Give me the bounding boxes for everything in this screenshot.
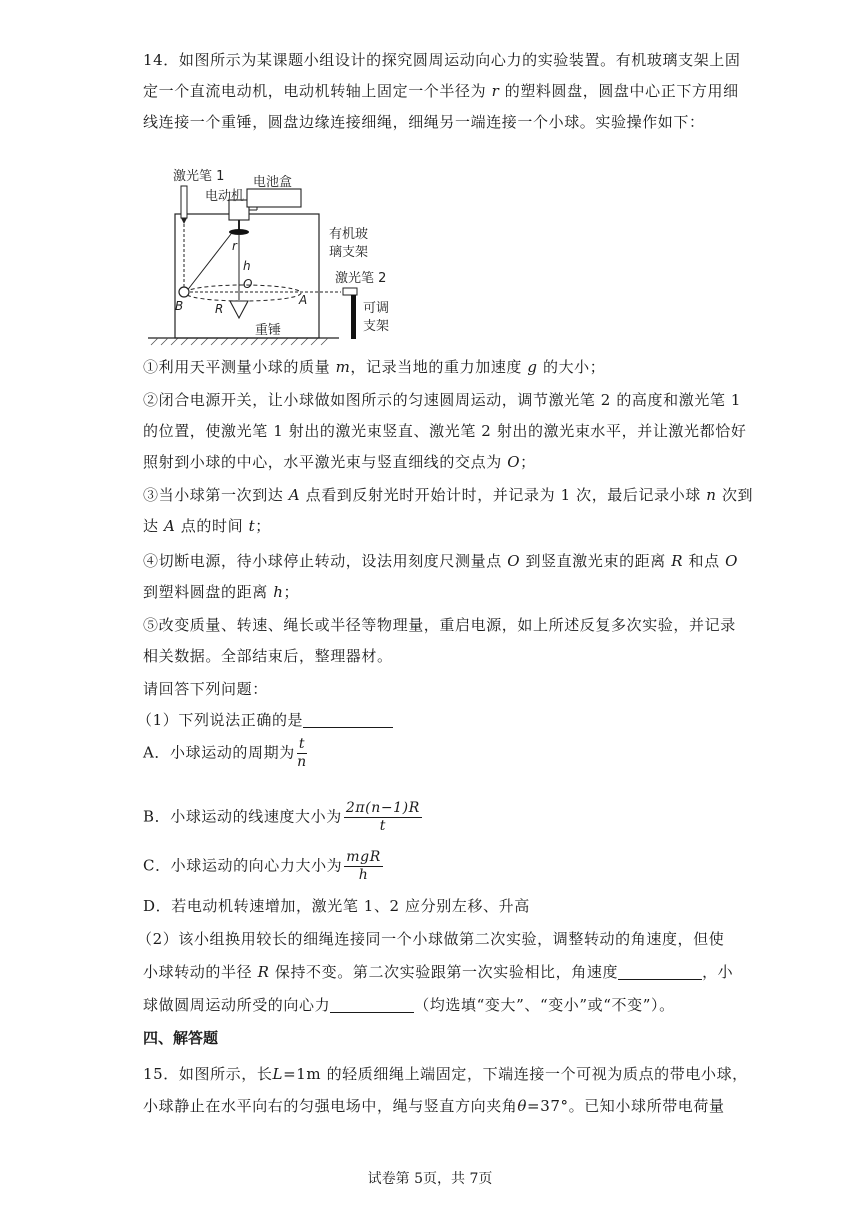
step-2-line-2: 的位置，使激光笔 1 射出的激光束竖直、激光笔 2 射出的激光束水平，并让激光都恰好 <box>143 422 747 440</box>
step-2-line-1: ②闭合电源开关，让小球做如图所示的匀速圆周运动，调节激光笔 2 的高度和激光笔 1 <box>143 391 742 409</box>
question-1: （1）下列说法正确的是 <box>137 710 393 730</box>
label-weight: 重锤 <box>255 323 282 338</box>
label-stand-2: 支架 <box>363 319 390 334</box>
section-heading: 四、解答题 <box>143 1029 219 1047</box>
label-laser-2: 激光笔 2 <box>335 271 387 286</box>
label-frame-1: 有机玻 <box>329 227 369 242</box>
q14-line-2: 定一个直流电动机，电动机转轴上固定一个半径为 r 的塑料圆盘，圆盘中心正下方用细 <box>143 82 739 100</box>
laser-pen-2 <box>343 288 357 295</box>
label-stand-1: 可调 <box>363 301 390 316</box>
step-4-line-2: 到塑料圆盘的距离 h； <box>143 583 300 601</box>
option-a: A．小球运动的周期为 $\frac{t}{n}$ <box>143 736 307 770</box>
q15-line-2: 小球静止在水平向右的匀强电场中，绳与竖直方向夹角θ=37°。已知小球所带电荷量 <box>143 1097 725 1115</box>
small-ball <box>179 287 189 297</box>
label-battery: 电池盒 <box>253 175 293 190</box>
apparatus-diagram <box>143 164 423 350</box>
fraction-c: $\frac{\text{mgR}}{h}$ <box>346 849 381 883</box>
label-A: A <box>299 293 308 307</box>
fraction-b: $\frac{2\pi(n-1)R}{t}$ <box>345 800 420 834</box>
label-motor: 电动机 <box>205 189 245 204</box>
q14-line-1: 14．如图所示为某课题小组设计的探究圆周运动向心力的实验装置。有机玻璃支架上固 <box>143 51 741 69</box>
step-1: ①利用天平测量小球的质量 m，记录当地的重力加速度 g 的大小； <box>143 358 606 376</box>
option-c: C．小球运动的向心力大小为 $\frac{\text{mgR}}{h}$ <box>143 849 381 883</box>
label-r: r <box>232 239 237 253</box>
label-R: R <box>215 302 224 316</box>
step-4-line-1: ④切断电源，待小球停止转动，设法用刻度尺测量点 O 到竖直激光束的距离 R 和点 O <box>143 552 739 570</box>
step-3-line-1: ③当小球第一次到达 A 点看到反射光时开始计时，并记录为 1 次，最后记录小球 n 次到 <box>143 486 754 504</box>
q14-line-3: 线连接一个重锤，圆盘边缘连接细绳，细绳另一端连接一个小球。实验操作如下： <box>143 113 705 131</box>
label-laser-1: 激光笔 1 <box>173 169 225 184</box>
option-d: D．若电动机转速增加，激光笔 1、2 应分别左移、升高 <box>143 897 530 915</box>
label-h: h <box>243 259 251 273</box>
answer-blank-1[interactable] <box>303 711 393 728</box>
question-2-line-2: 小球转动的半径 R 保持不变。第二次实验跟第一次实验相比，角速度 ，小 <box>143 963 734 981</box>
option-b: B．小球运动的线速度大小为 $\frac{2\pi(n-1)R}{t}$ <box>143 800 420 834</box>
q15-line-1: 15．如图所示，长L=1m 的轻质细绳上端固定，下端连接一个可视为质点的带电小球， <box>143 1065 748 1083</box>
label-O: O <box>243 277 253 291</box>
label-B: B <box>175 299 184 313</box>
question-2-line-1: （2）该小组换用较长的细绳连接同一个小球做第二次实验，调整转动的角速度，但使 <box>137 930 725 948</box>
plumb-weight <box>230 301 248 318</box>
step-5-line-2: 相关数据。全部结束后，整理器材。 <box>143 647 393 665</box>
page-footer: 试卷第 5页，共 7页 <box>367 1171 493 1187</box>
fraction-a: $\frac{t}{n}$ <box>297 736 307 770</box>
questions-prompt: 请回答下列问题： <box>143 680 268 698</box>
battery-box <box>247 189 301 207</box>
answer-blank-2[interactable] <box>618 963 702 980</box>
step-5-line-1: ⑤改变质量、转速、绳长或半径等物理量，重启电源，如上所述反复多次实验，并记录 <box>143 616 736 634</box>
label-frame-2: 璃支架 <box>329 245 369 260</box>
step-3-line-2: 达 A 点的时间 t； <box>143 517 271 535</box>
step-2-line-3: 照射到小球的中心，水平激光束与竖直细线的交点为 O； <box>143 453 536 471</box>
answer-blank-3[interactable] <box>330 996 414 1013</box>
laser-pen-1 <box>181 186 187 218</box>
question-2-line-3: 球做圆周运动所受的向心力 （均选填“变大”、“变小”或“不变”）。 <box>143 996 675 1014</box>
adjustable-stand <box>351 295 356 339</box>
